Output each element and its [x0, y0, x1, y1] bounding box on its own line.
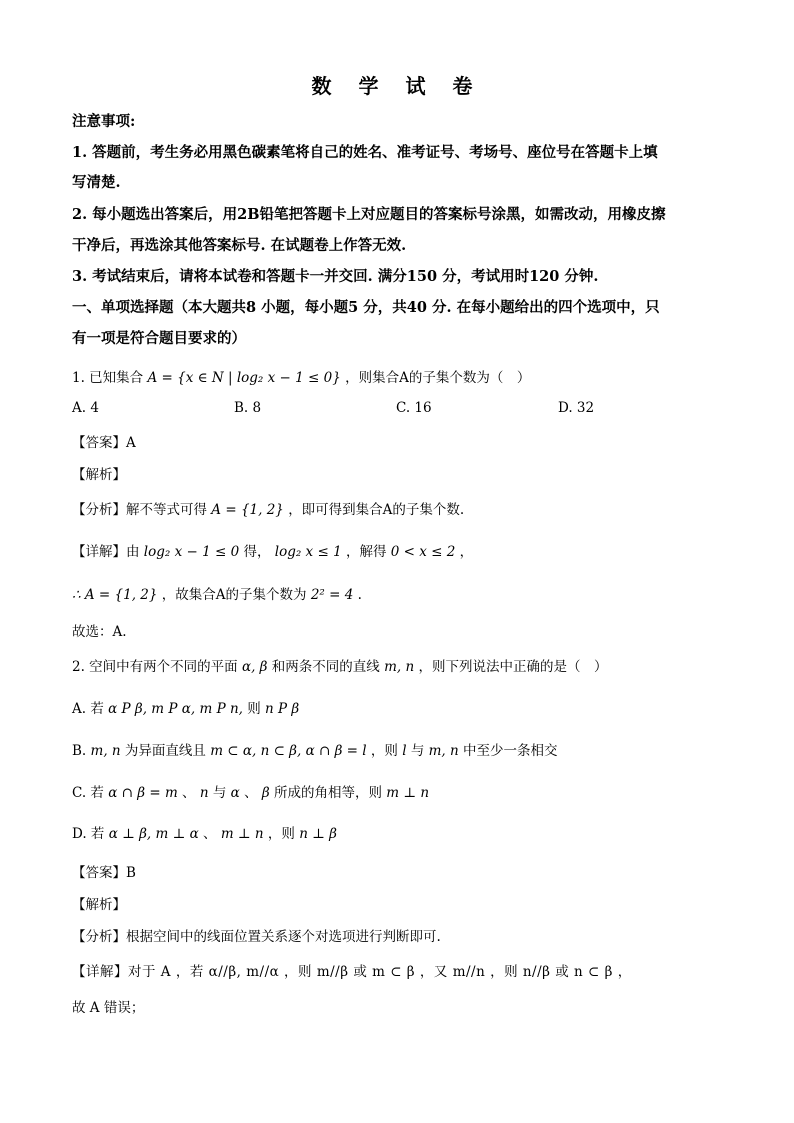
- conclusion-text: [72, 583, 732, 603]
- formula: n: [199, 785, 209, 801]
- formula: m ⊥ n: [220, 826, 264, 842]
- formula: m, n: [384, 659, 415, 675]
- formula: 2² = 4: [310, 587, 354, 603]
- text: 、: [244, 785, 258, 801]
- question-1-options: [72, 400, 732, 420]
- question-2-stem: [72, 655, 732, 675]
- text: 中至少一条相交: [463, 743, 558, 759]
- notice-item-2-cont: 干净后，再选涂其他答案标号. 在试题卷上作答无效.: [72, 237, 407, 254]
- formula: α, β: [241, 659, 268, 675]
- notice-item-1-cont: 写清楚.: [72, 174, 121, 191]
- text: 【分析】解不等式可得: [72, 502, 207, 518]
- option-b: B. 8: [234, 400, 262, 416]
- formula: m, n: [428, 743, 459, 759]
- formula: α ∩ β = m: [108, 785, 178, 801]
- question-2-option-b: [72, 739, 732, 759]
- stem-text: 1. 已知集合: [72, 370, 144, 386]
- analysis-text: 【分析】根据空间中的线面位置关系逐个对选项进行判断即可.: [72, 929, 441, 945]
- option-d: D. 32: [558, 400, 595, 416]
- formula: n ⊥ β: [299, 826, 337, 842]
- formula: n P β: [265, 701, 300, 717]
- question-2-option-a: [72, 697, 732, 717]
- text: A. 若: [72, 701, 104, 717]
- detail-text-cont: 故 A 错误；: [72, 1000, 145, 1016]
- formula: log₂ x − 1 ≤ 0: [143, 544, 240, 560]
- text: 则: [247, 701, 261, 717]
- analysis-text: [72, 498, 732, 518]
- option-c: C. 16: [396, 400, 432, 416]
- formula: β: [261, 785, 270, 801]
- formula: log₂ x ≤ 1: [274, 544, 342, 560]
- question-2-option-d: [72, 822, 732, 842]
- text: ，: [459, 544, 474, 560]
- text: C. 若: [72, 785, 104, 801]
- question-1-stem: [72, 366, 732, 386]
- text: ，则: [267, 826, 295, 842]
- text: 为异面直线且: [124, 743, 206, 759]
- detail-text: [72, 540, 732, 560]
- formula: m ⊂ α, n ⊂ β, α ∩ β = l: [210, 743, 367, 759]
- formula: α: [230, 785, 240, 801]
- section-heading: 一、单项选择题（本大题共8 小题，每小题5 分，共40 分. 在每小题给出的四个选项中，只: [72, 299, 660, 316]
- text: ，故集合A的子集个数为: [161, 587, 307, 603]
- text: B.: [72, 743, 87, 759]
- analysis-label: 【解析】: [72, 897, 126, 913]
- text: 、: [182, 785, 196, 801]
- text: 得，: [243, 544, 271, 560]
- set-formula: A = {x ∈ N | log₂ x − 1 ≤ 0}: [147, 370, 341, 386]
- text: .: [357, 587, 362, 603]
- text: 【详解】由: [72, 544, 140, 560]
- page-title: 数 学 试 卷: [311, 74, 483, 98]
- text: 与: [212, 785, 227, 801]
- formula: α P β, m P α, m P n,: [108, 701, 243, 717]
- option-a: A. 4: [72, 400, 99, 416]
- detail-text: 【详解】对于 A ，若 α//β, m//α ，则 m//β 或 m ⊂ β ，又 m//n ，则 n//β 或 n ⊂ β ，: [72, 964, 632, 980]
- notice-item-2: 2. 每小题选出答案后，用2B铅笔把答题卡上对应题目的答案标号涂黑，如需改动，用橡皮擦: [72, 206, 666, 223]
- formula: ∴ A = {1, 2}: [72, 587, 158, 603]
- stem-text: 和两条不同的直线: [271, 659, 380, 675]
- notice-item-1: 1. 答题前，考生务必用黑色碳素笔将自己的姓名、准考证号、考场号、座位号在答题卡上填: [72, 144, 658, 161]
- formula: m ⊥ n: [386, 785, 430, 801]
- formula: A = {1, 2}: [211, 502, 284, 518]
- text: ，则: [370, 743, 398, 759]
- stem-text: ，则集合A的子集个数为（ ）: [345, 370, 531, 386]
- formula: 0 < x ≤ 2: [390, 544, 456, 560]
- question-2-option-c: [72, 781, 732, 801]
- formula: m, n: [90, 743, 121, 759]
- stem-text: ，则下列说法中正确的是（ ）: [418, 659, 608, 675]
- text: 与: [410, 743, 425, 759]
- text: ，解得: [345, 544, 387, 560]
- answer-label: 【答案】B: [72, 865, 136, 881]
- text: 所成的角相等，则: [273, 785, 382, 801]
- formula: α ⊥ β, m ⊥ α: [108, 826, 199, 842]
- text: D. 若: [72, 826, 105, 842]
- section-heading-cont: 有一项是符合题目要求的）: [72, 330, 246, 347]
- notice-heading: 注意事项:: [72, 113, 136, 130]
- text: 、: [203, 826, 217, 842]
- analysis-label: 【解析】: [72, 467, 126, 483]
- formula: l: [402, 743, 407, 759]
- notice-item-3: 3. 考试结束后，请将本试卷和答题卡一并交回. 满分150 分，考试用时120 分钟.: [72, 268, 599, 285]
- stem-text: 2. 空间中有两个不同的平面: [72, 659, 238, 675]
- choice-text: 故选：A.: [72, 624, 127, 640]
- answer-label: 【答案】A: [72, 435, 136, 451]
- text: ，即可得到集合A的子集个数.: [288, 502, 465, 518]
